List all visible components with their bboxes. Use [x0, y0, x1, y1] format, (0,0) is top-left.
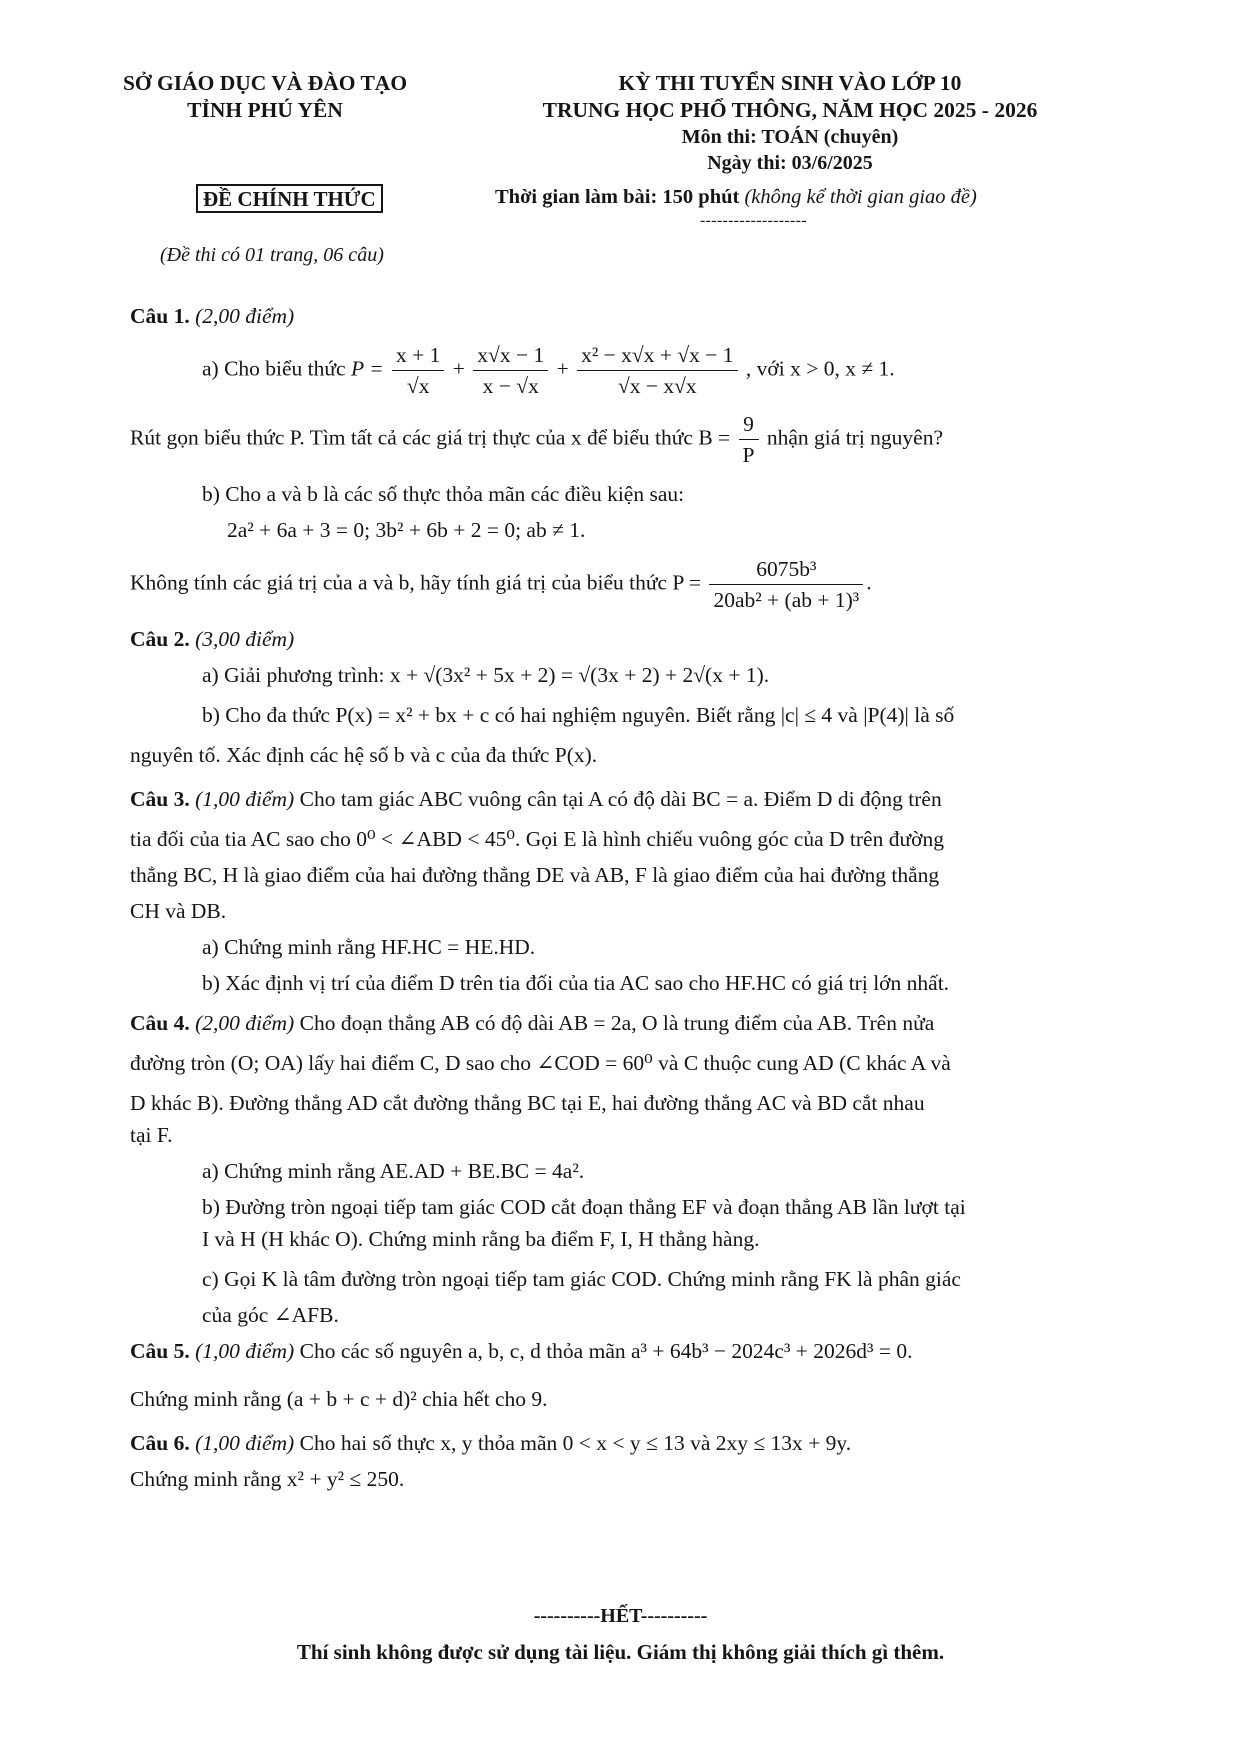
- duration-note: (không kể thời gian giao đề): [744, 186, 977, 208]
- q1b-period: .: [866, 570, 872, 595]
- q1a-expression: a) Cho biểu thức P = $\frac{x + 1}{√x}$ + $\frac{x√x - 1}{x - √x}$ + $\frac{\text{x² − x√x + √x − 1}}{√x - x√x}$ , với x > 0, x ≠ 1.: [130, 340, 1130, 401]
- q5-label: Câu 5.: [130, 1339, 190, 1363]
- q1b-conditions: 2a² + 6a + 3 = 0; 3b² + 6b + 2 = 0; ab ≠ 1.: [227, 518, 586, 542]
- q1-label: Câu 1.: [130, 304, 190, 328]
- frac-num: x + 1: [392, 340, 444, 371]
- q3-line-3: thẳng BC, H là giao điểm của hai đường thẳng DE và AB, F là giao điểm của hai đường thẳng: [130, 863, 940, 887]
- q6-line-1: [130, 1427, 1130, 1459]
- exam-line-1: KỲ THI TUYỂN SINH VÀO LỚP 10: [618, 71, 962, 95]
- q2-points: (3,00 điểm): [195, 627, 295, 651]
- q1b-fraction: [709, 554, 863, 615]
- q2b-line-1: b) Cho đa thức P(x) = x² + bx + c có hai nghiệm nguyên. Biết rằng |c| ≤ 4 và |P(4)| là số: [202, 703, 955, 727]
- q5-line-1: [130, 1335, 1130, 1367]
- q4-line-4: tại F.: [130, 1123, 173, 1147]
- exam-date: Ngày thi: 03/6/2025: [707, 152, 873, 174]
- frac-den: √x − x√x: [617, 374, 697, 398]
- q4-line-2: đường tròn (O; OA) lấy hai điểm C, D sao cho ∠COD = 60⁰ và C thuộc cung AD (C khác A và: [130, 1051, 951, 1075]
- q1a-condition: , với x > 0, x ≠ 1.: [745, 356, 895, 381]
- frac-num: 6075b³: [709, 554, 863, 585]
- q2b-line-2: nguyên tố. Xác định các hệ số b và c của đa thức P(x).: [130, 743, 598, 767]
- exam-note: (Đề thi có 01 trang, 06 câu): [160, 244, 384, 266]
- footer-note: Thí sinh không được sử dụng tài liệu. Giám thị không giải thích gì thêm.: [296, 1640, 945, 1664]
- end-marker: ----------HẾT----------: [533, 1605, 708, 1627]
- q1a-task: [130, 409, 1130, 470]
- q1b-intro: b) Cho a và b là các số thực thỏa mãn các điều kiện sau:: [202, 482, 685, 506]
- q1b-task-text: Không tính các giá trị của a và b, hãy tính giá trị của biểu thức P =: [130, 570, 702, 595]
- q5-text-1: Cho các số nguyên a, b, c, d thỏa mãn a³ + 64b³ − 2024c³ + 2026d³ = 0.: [299, 1339, 913, 1363]
- q1a-task-end: nhận giá trị nguyên?: [766, 425, 944, 450]
- frac-den: x − √x: [482, 374, 539, 398]
- q3b: b) Xác định vị trí của điểm D trên tia đối của tia AC sao cho HF.HC có giá trị lớn nhất.: [202, 971, 950, 995]
- q1a-fraction-1: [392, 340, 444, 401]
- q1a-fraction-2: [473, 340, 548, 401]
- exam-duration: [495, 184, 977, 210]
- q5-line-2: Chứng minh rằng (a + b + c + d)² chia hết cho 9.: [130, 1387, 548, 1411]
- q4-line-1: [130, 1007, 1130, 1039]
- frac-den: √x: [406, 374, 430, 398]
- q2-label: Câu 2.: [130, 627, 190, 651]
- q4c-line-1: c) Gọi K là tâm đường tròn ngoại tiếp tam giác COD. Chứng minh rằng FK là phân giác: [202, 1267, 961, 1291]
- q3-label: Câu 3.: [130, 787, 190, 811]
- q6-text-1: Cho hai số thực x, y thỏa mãn 0 < x < y ≤ 13 và 2xy ≤ 13x + 9y.: [299, 1431, 852, 1455]
- q4b-line-2: I và H (H khác O). Chứng minh rằng ba điểm F, I, H thẳng hàng.: [202, 1227, 760, 1251]
- q6-points: (1,00 điểm): [195, 1431, 295, 1455]
- q3-line-2: tia đối của tia AC sao cho 0⁰ < ∠ABD < 45⁰. Gọi E là hình chiếu vuông góc của D trên đường: [130, 827, 944, 851]
- q4-label: Câu 4.: [130, 1011, 190, 1035]
- q1a-b-fraction: [739, 409, 759, 470]
- q1a-intro: a) Cho biểu thức: [202, 356, 346, 381]
- frac-num: x√x − 1: [473, 340, 548, 371]
- q5-points: (1,00 điểm): [195, 1339, 295, 1363]
- official-stamp: ĐỀ CHÍNH THỨC: [196, 184, 383, 213]
- q4-line-3: D khác B). Đường thẳng AD cắt đường thẳng BC tại E, hai đường thẳng AC và BD cắt nhau: [130, 1091, 925, 1115]
- q1b-task: [130, 554, 1130, 615]
- exam-body: [130, 300, 1130, 1495]
- frac-num: 9: [739, 409, 759, 440]
- q6-line-2: Chứng minh rằng x² + y² ≤ 250.: [130, 1467, 405, 1491]
- dept-line-1: SỞ GIÁO DỤC VÀ ĐÀO TẠO: [122, 71, 408, 95]
- q1-points: (2,00 điểm): [195, 304, 295, 328]
- frac-den: P: [742, 443, 755, 467]
- q4c-line-2: của góc ∠AFB.: [202, 1303, 339, 1327]
- q3-text-1: Cho tam giác ABC vuông cân tại A có độ dài BC = a. Điểm D di động trên: [299, 787, 942, 811]
- q3a: a) Chứng minh rằng HF.HC = HE.HD.: [202, 935, 536, 959]
- q6-label: Câu 6.: [130, 1431, 190, 1455]
- q4-text-1: Cho đoạn thẳng AB có độ dài AB = 2a, O là trung điểm của AB. Trên nửa: [299, 1011, 935, 1035]
- q1a-p: P =: [350, 356, 384, 381]
- dept-line-2: TỈNH PHÚ YÊN: [187, 98, 343, 122]
- q4b-line-1: b) Đường tròn ngoại tiếp tam giác COD cắt đoạn thẳng EF và đoạn thẳng AB lần lượt tại: [202, 1195, 966, 1219]
- department-block: [100, 70, 430, 124]
- exam-subject: Môn thi: TOÁN (chuyên): [681, 126, 899, 148]
- q1a-task-text: Rút gọn biểu thức P. Tìm tất cả các giá trị thực của x để biểu thức B =: [130, 425, 731, 450]
- frac-num: x² − x√x + √x − 1: [577, 340, 737, 371]
- q1-heading: [130, 300, 1130, 332]
- q1a-fraction-3: [577, 340, 737, 401]
- duration-text: Thời gian làm bài: 150 phút: [495, 186, 740, 208]
- exam-title-block: [440, 70, 1140, 176]
- q3-points: (1,00 điểm): [195, 787, 295, 811]
- header-separator: -------------------: [700, 212, 807, 229]
- q3-line-1: [130, 783, 1130, 815]
- q2a: a) Giải phương trình: x + √(3x² + 5x + 2) = √(3x + 2) + 2√(x + 1).: [202, 663, 770, 687]
- q4-points: (2,00 điểm): [195, 1011, 295, 1035]
- q4a: a) Chứng minh rằng AE.AD + BE.BC = 4a².: [202, 1159, 585, 1183]
- q3-line-4: CH và DB.: [130, 899, 227, 923]
- frac-den: 20ab² + (ab + 1)³: [713, 588, 860, 612]
- q2-heading: [130, 623, 1130, 655]
- exam-line-2: TRUNG HỌC PHỔ THÔNG, NĂM HỌC 2025 - 2026: [542, 98, 1038, 122]
